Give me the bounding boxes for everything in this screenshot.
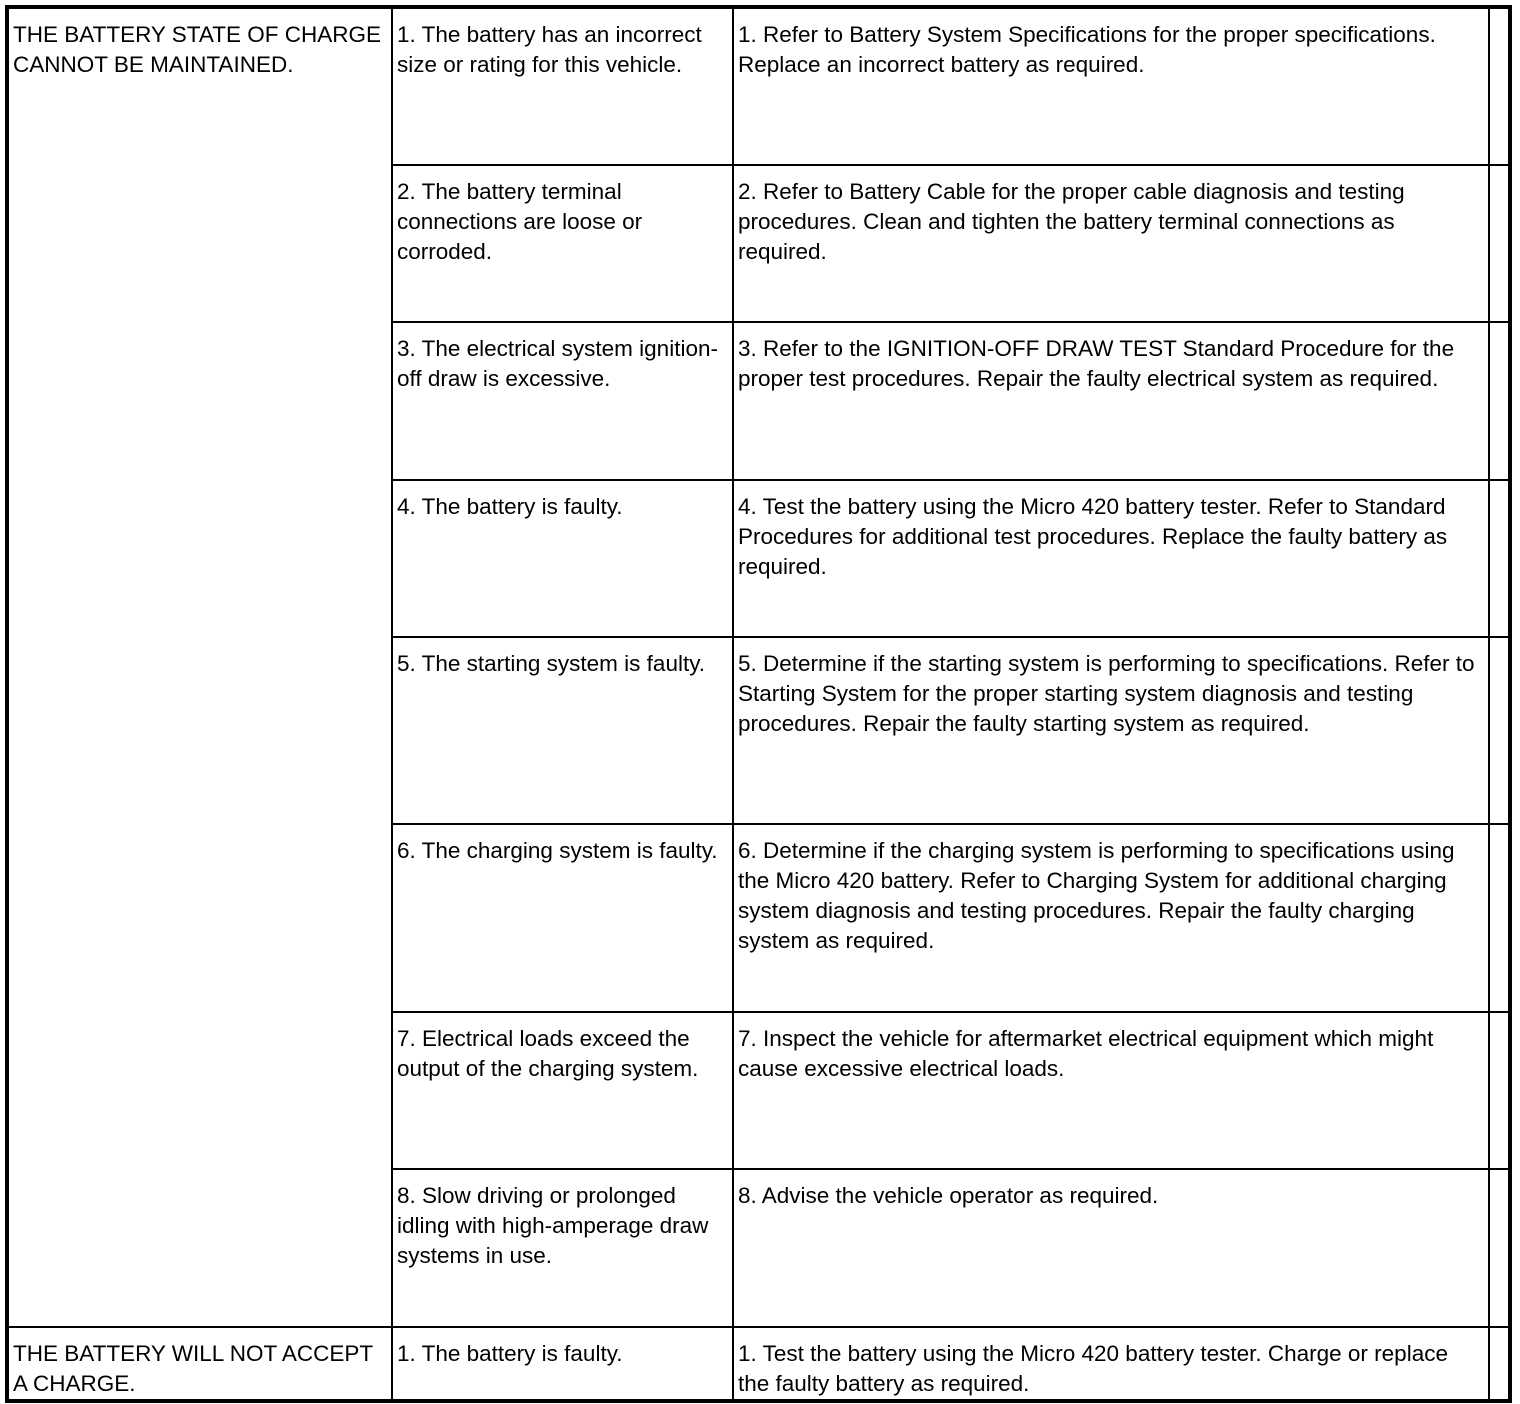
empty-cell <box>1489 1169 1510 1327</box>
correction-cell: 4. Test the battery using the Micro 420 battery tester. Refer to Standard Procedures for additional test procedures. Replace the faulty battery as required. <box>733 480 1489 637</box>
empty-cell <box>1489 7 1510 165</box>
correction-cell: 7. Inspect the vehicle for aftermarket electrical equipment which might cause excessive electrical loads. <box>733 1012 1489 1169</box>
table-row <box>7 7 1510 165</box>
possible-cause-cell: 4. The battery is faulty. <box>392 480 733 637</box>
possible-cause-cell: 2. The battery terminal connections are loose or corroded. <box>392 165 733 322</box>
table-row <box>7 1327 1510 1401</box>
diagnosis-table <box>5 5 1512 1403</box>
condition-cell: THE BATTERY WILL NOT ACCEPT A CHARGE. <box>7 1327 392 1401</box>
empty-cell <box>1489 480 1510 637</box>
possible-cause-cell: 8. Slow driving or prolonged idling with high-amperage draw systems in use. <box>392 1169 733 1327</box>
correction-cell: 5. Determine if the starting system is performing to specifications. Refer to Starting System for the proper starting system diagnosis and testing procedures. Repair the faulty starting system as required. <box>733 637 1489 824</box>
correction-cell: 3. Refer to the IGNITION-OFF DRAW TEST Standard Procedure for the proper test procedures. Repair the faulty electrical system as required. <box>733 322 1489 480</box>
correction-cell: 1. Test the battery using the Micro 420 battery tester. Charge or replace the faulty battery as required. <box>733 1327 1489 1401</box>
empty-cell <box>1489 637 1510 824</box>
possible-cause-cell: 5. The starting system is faulty. <box>392 637 733 824</box>
possible-cause-cell: 6. The charging system is faulty. <box>392 824 733 1012</box>
possible-cause-cell: 7. Electrical loads exceed the output of the charging system. <box>392 1012 733 1169</box>
correction-cell: 1. Refer to Battery System Specifications for the proper specifications. Replace an incorrect battery as required. <box>733 7 1489 165</box>
empty-cell <box>1489 824 1510 1012</box>
correction-cell: 8. Advise the vehicle operator as required. <box>733 1169 1489 1327</box>
empty-cell <box>1489 1327 1510 1401</box>
possible-cause-cell: 3. The electrical system ignition-off draw is excessive. <box>392 322 733 480</box>
possible-cause-cell: 1. The battery is faulty. <box>392 1327 733 1401</box>
empty-cell <box>1489 165 1510 322</box>
correction-cell: 2. Refer to Battery Cable for the proper cable diagnosis and testing procedures. Clean and tighten the battery terminal connections as required. <box>733 165 1489 322</box>
possible-cause-cell: 1. The battery has an incorrect size or rating for this vehicle. <box>392 7 733 165</box>
correction-cell: 6. Determine if the charging system is performing to specifications using the Micro 420 battery. Refer to Charging System for additional charging system diagnosis and testing procedures. Repair the faulty charging system as required. <box>733 824 1489 1012</box>
condition-cell: THE BATTERY STATE OF CHARGE CANNOT BE MAINTAINED. <box>7 7 392 1327</box>
empty-cell <box>1489 322 1510 480</box>
empty-cell <box>1489 1012 1510 1169</box>
